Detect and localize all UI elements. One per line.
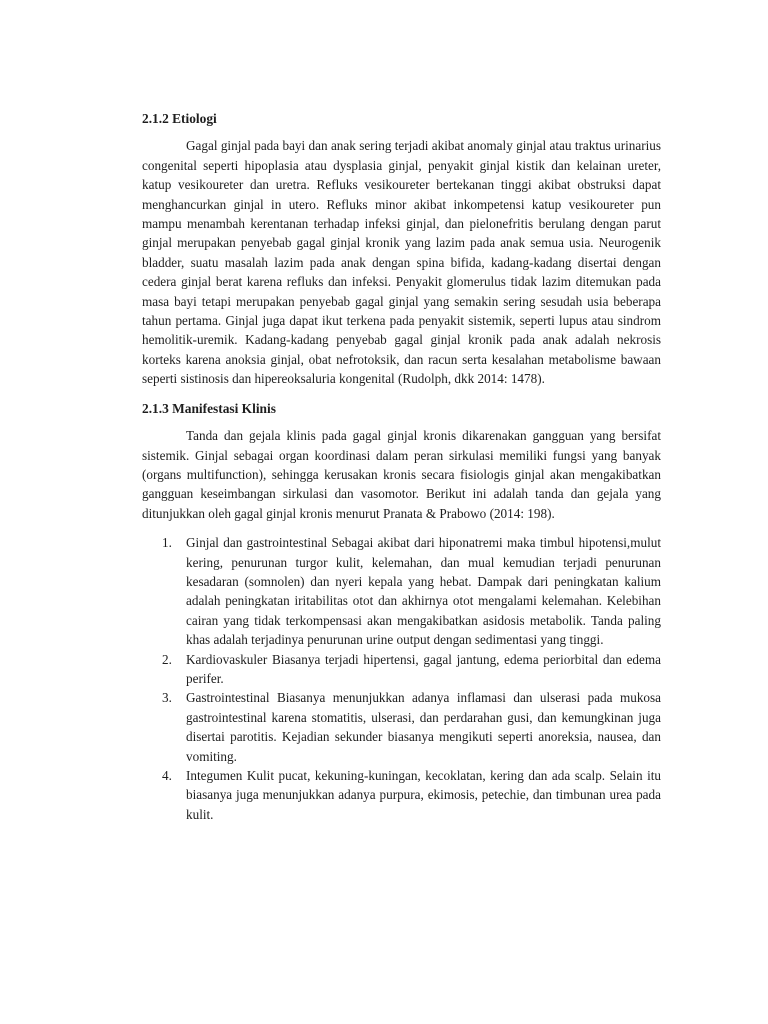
document-body bbox=[142, 109, 661, 824]
manifestation-list bbox=[142, 533, 661, 824]
list-item bbox=[142, 650, 661, 689]
list-item bbox=[142, 533, 661, 649]
list-item bbox=[142, 766, 661, 824]
list-item-number: 3. bbox=[162, 690, 172, 706]
list-item-number: 2. bbox=[162, 651, 172, 667]
list-item-text: Ginjal dan gastrointestinal Sebagai akibat dari hiponatremi maka timbul hipotensi,mulut kering, penurunan turgor kulit, kelemahan, dan mual kemudian terjadi penurunan kesadaran (somnolen) dan nyeri kepala yang hebat. Dampak dari peningkatan kalium adalah peningkatan iritabilitas otot dan akhirnya otot mengalami kelemahan. Kelebihan cairan yang tidak terkompensasi akan mengakibatkan asidosis metabolik. Tanda paling khas adalah terjadinya penurunan urine output dengan sedimentasi yang tinggi. bbox=[186, 535, 661, 648]
list-item-text: Kardiovaskuler Biasanya terjadi hipertensi, gagal jantung, edema periorbital dan edema perifer. bbox=[186, 651, 661, 686]
paragraph-manifestasi-klinis: Tanda dan gejala klinis pada gagal ginjal kronis dikarenakan gangguan yang bersifat sistemik. Ginjal sebagai organ koordinasi dalam peran sirkulasi memiliki fungsi yang banyak (organs multifunction), sehingga kerusakan kronis secara fisiologis ginjal akan mengakibatkan gangguan keseimbangan sirkulasi dan vasomotor. Berikut ini adalah tanda dan gejala yang ditunjukkan oleh gagal ginjal kronis menurut Pranata & Prabowo (2014: 198). bbox=[142, 428, 661, 521]
section-heading-etiologi: 2.1.2 Etiologi bbox=[142, 111, 217, 126]
paragraph-etiologi: Gagal ginjal pada bayi dan anak sering terjadi akibat anomaly ginjal atau traktus urinarius congenital seperti hipoplasia atau dysplasia ginjal, penyakit ginjal kistik dan kelainan ureter, katup vesikoureter dan uretra. Refluks vesikoureter bertekanan tinggi akibat obstruksi dapat menghancurkan ginjal in utero. Refluks minor akibat inkompetensi katup vesikoureter pun mampu menambah kerentanan terhadap infeksi ginjal, dan pielonefritis berulang dengan parut ginjal merupakan penyebab gagal ginjal kronik yang lazim pada anak semua usia. Neurogenik bladder, suatu masalah lazim pada anak dengan spina bifida, kadang-kadang disertai dengan cedera ginjal berat karena refluks dan infeksi. Penyakit glomerulus tidak lazim ditemukan pada masa bayi tetapi merupakan penyebab gagal ginjal yang semakin sering sesudah usia beberapa tahun pertama. Ginjal juga dapat ikut terkena pada penyakit sistemik, seperti lupus atau sindrom hemolitik-uremik. Kadang-kadang penyebab gagal ginjal kronik pada anak adalah nekrosis korteks karena anoksia ginjal, obat nefrotoksik, dan racun serta kesalahan metabolisme bawaan seperti sistinosis dan hipereoksaluria kongenital (Rudolph, dkk 2014: 1478). bbox=[142, 138, 661, 387]
list-item bbox=[142, 688, 661, 766]
list-item-text: Gastrointestinal Biasanya menunjukkan adanya inflamasi dan ulserasi pada mukosa gastrointestinal karena stomatitis, ulserasi, dan perdarahan gusi, dan kemungkinan juga disertai parotitis. Kejadian sekunder biasanya mengikuti seperti anoreksia, nausea, dan vomiting. bbox=[186, 690, 661, 764]
list-item-number: 1. bbox=[162, 535, 172, 551]
list-item-text: Integumen Kulit pucat, kekuning-kuningan, kecoklatan, kering dan ada scalp. Selain itu biasanya juga menunjukkan adanya purpura, ekimosis, petechie, dan timbunan urea pada kulit. bbox=[186, 768, 661, 822]
section-heading-manifestasi-klinis: 2.1.3 Manifestasi Klinis bbox=[142, 400, 276, 416]
list-item-number: 4. bbox=[162, 768, 172, 783]
